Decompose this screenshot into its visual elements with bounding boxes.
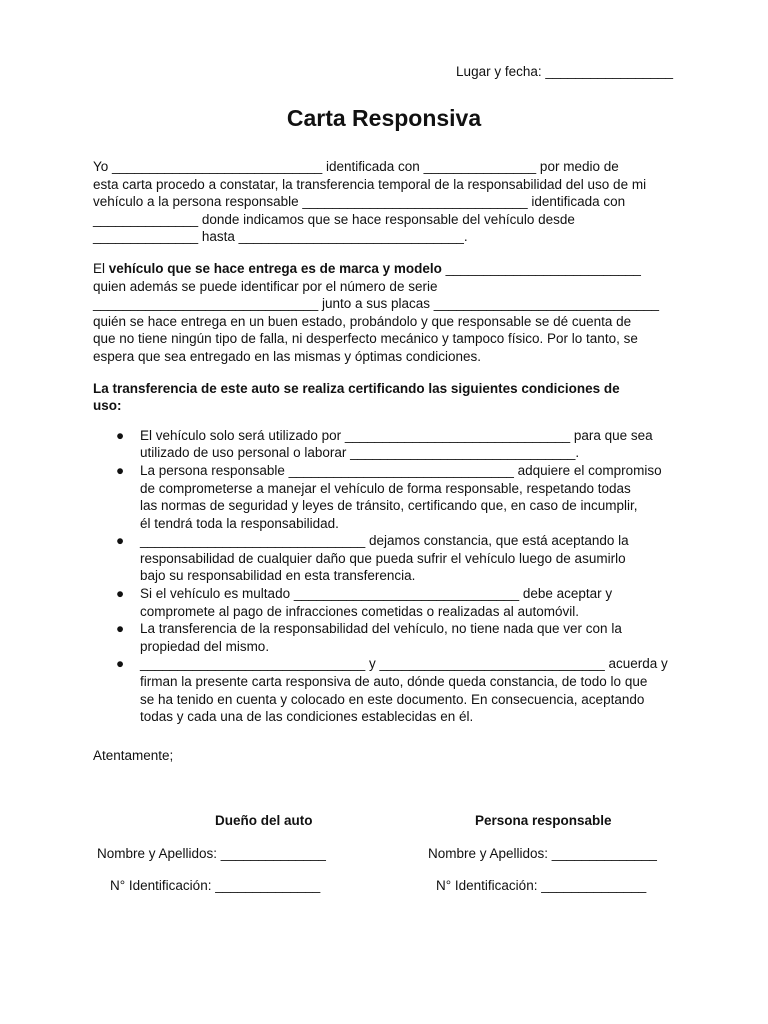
- paragraph-line: quien además se puede identificar por el número de serie: [93, 278, 438, 294]
- owner-heading: Dueño del auto: [215, 813, 313, 828]
- conditions-heading: [93, 380, 683, 415]
- document-title: Carta Responsiva: [286, 105, 482, 131]
- paragraph-line: que no tiene ningún tipo de falla, ni desperfecto mecánico y tampoco físico. Por lo tanto, se: [93, 331, 638, 347]
- list-item: [93, 462, 683, 532]
- list-item-line: La transferencia de la responsabilidad del vehículo, no tiene nada que ver con la: [140, 621, 622, 637]
- list-item: [93, 585, 683, 620]
- list-item-line: Si el vehículo es multado ______________________________ debe aceptar y: [140, 586, 613, 602]
- bullet-icon: ●: [116, 427, 125, 443]
- list-item-line: bajo su responsabilidad en esta transferencia.: [140, 568, 416, 584]
- list-item-line: propiedad del mismo.: [140, 638, 270, 654]
- paragraph-line: Yo ____________________________ identificada con _______________ por medio de: [93, 159, 619, 174]
- bullet-icon: ●: [116, 656, 125, 672]
- paragraph-line: espera que sea entregado en las mismas y óptimas condiciones.: [93, 348, 481, 364]
- list-item: [93, 532, 683, 585]
- list-item: [93, 427, 683, 462]
- paragraph-intro: [93, 158, 683, 246]
- owner-id-field: N° Identificación: ______________: [110, 878, 321, 893]
- paragraph-line: vehículo a la persona responsable ______________________________ identificada con: [93, 194, 626, 210]
- responsible-id-field: N° Identificación: ______________: [436, 878, 647, 893]
- list-item-line: se ha tenido en cuenta y colocado en este documento. En consecuencia, aceptando: [140, 691, 645, 707]
- list-item-line: La persona responsable ______________________________ adquiere el compromiso: [140, 462, 662, 478]
- vehicle-brand-blank: __________________________: [441, 260, 641, 276]
- paragraph-line: [93, 260, 683, 278]
- list-item-line: responsabilidad de cualquier daño que pueda sufrir el vehículo luego de asumirlo: [140, 550, 626, 566]
- document-body: [93, 158, 683, 726]
- list-item-line: todas y cada una de las condiciones establecidas en él.: [140, 709, 474, 725]
- list-item-line: utilizado de uso personal o laborar ______________________________.: [140, 445, 580, 461]
- paragraph-line: ______________________________ junto a sus placas ______________________________: [93, 296, 660, 312]
- vehicle-brand-label: vehículo que se hace entrega es de marca y modelo: [108, 260, 442, 276]
- paragraph-line: ______________ donde indicamos que se hace responsable del vehículo desde: [93, 211, 575, 227]
- list-item-line: firman la presente carta responsiva de auto, dónde queda constancia, de todo lo que: [140, 674, 648, 690]
- paragraph-prefix: El: [93, 260, 109, 276]
- list-item-line: El vehículo solo será utilizado por ______________________________ para que sea: [140, 427, 653, 443]
- list-item: [93, 620, 683, 655]
- paragraph-line: quién se hace entrega en un buen estado, probándolo y que responsable se dé cuenta de: [93, 313, 632, 329]
- conditions-heading-line: uso:: [93, 398, 122, 414]
- conditions-heading-line: La transferencia de este auto se realiza certificando las siguientes condiciones de: [93, 380, 620, 396]
- responsible-name-field: Nombre y Apellidos: ______________: [428, 846, 657, 861]
- bullet-icon: ●: [116, 586, 125, 602]
- place-date-field: Lugar y fecha: _________________: [456, 64, 673, 79]
- list-item: [93, 655, 683, 725]
- list-item-line: él tendrá toda la responsabilidad.: [140, 515, 339, 531]
- list-item-line: ______________________________ y ______________________________ acuerda y: [140, 656, 668, 672]
- list-item-line: las normas de seguridad y leyes de tránsito, certificando que, en caso de incumplir,: [140, 498, 638, 514]
- list-item-line: de comprometerse a manejar el vehículo de forma responsable, respetando todas: [140, 480, 631, 496]
- bullet-icon: ●: [116, 462, 125, 478]
- paragraph-line: ______________ hasta ______________________________.: [93, 229, 468, 245]
- bullet-icon: ●: [116, 533, 125, 549]
- bullet-icon: ●: [116, 621, 125, 637]
- conditions-list: [93, 427, 683, 726]
- list-item-line: compromete al pago de infracciones cometidas o realizadas al automóvil.: [140, 603, 579, 619]
- paragraph-line: esta carta procedo a constatar, la transferencia temporal de la responsabilidad del uso de mi: [93, 176, 647, 192]
- list-item-line: ______________________________ dejamos constancia, que está aceptando la: [140, 533, 629, 549]
- responsible-heading: Persona responsable: [475, 813, 612, 828]
- owner-name-field: Nombre y Apellidos: ______________: [97, 846, 326, 861]
- paragraph-vehicle: [93, 260, 683, 366]
- closing-text: Atentamente;: [93, 748, 174, 763]
